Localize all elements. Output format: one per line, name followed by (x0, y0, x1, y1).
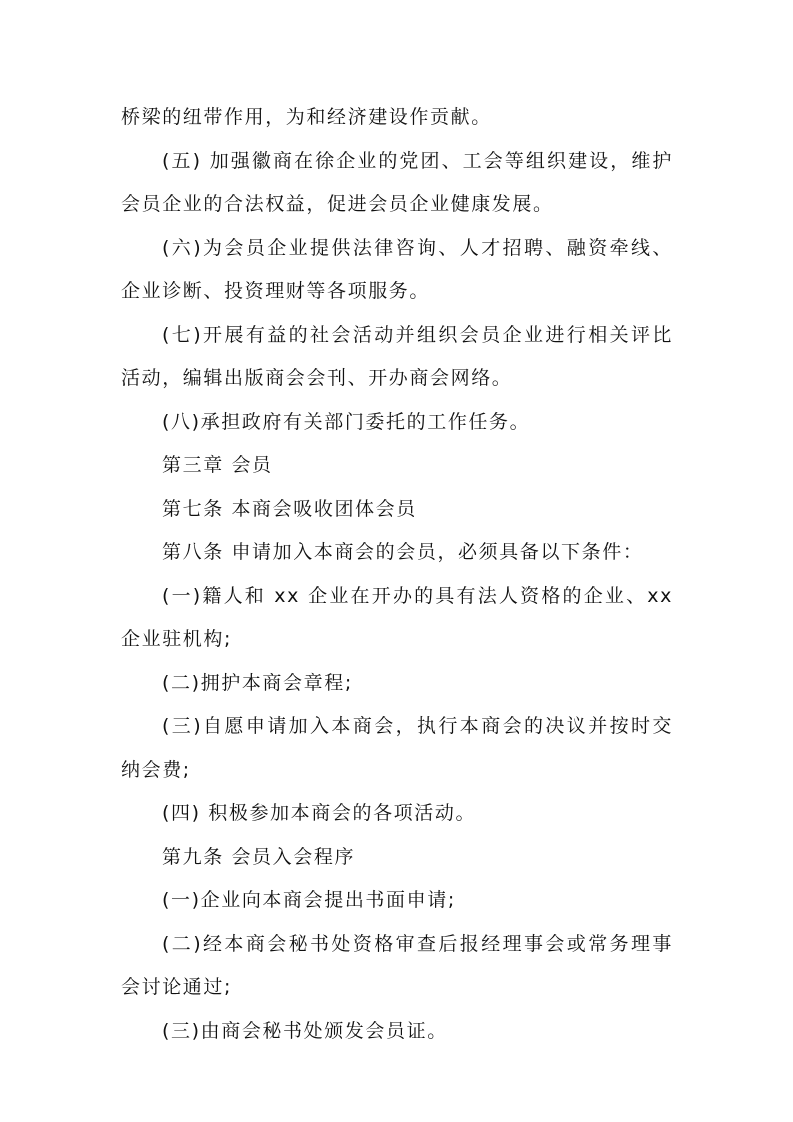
procedure-3: (三)由商会秘书处颁发会员证。 (162, 1019, 448, 1042)
paragraph-item-5: (五) 加强徽商在徐企业的党团、工会等组织建设，维护会员企业的合法权益，促进会员企业健康发展。 (121, 149, 673, 215)
paragraph-item-8: (八)承担政府有关部门委托的工作任务。 (162, 410, 531, 433)
article-8: 第八条 申请加入本商会的会员，必须具备以下条件： (162, 541, 644, 563)
procedure-1: (一)企业向本商会提出书面申请; (162, 889, 456, 911)
article-7: 第七条 本商会吸收团体会员 (162, 497, 417, 520)
procedure-2: (二)经本商会秘书处资格审查后报经理事会或常务理事会讨论通过; (121, 932, 673, 998)
paragraph-item-6: (六)为会员企业提供法律咨询、人才招聘、融资牵线、企业诊断、投资理财等各项服务。 (121, 236, 673, 302)
chapter-heading: 第三章 会员 (162, 454, 273, 476)
condition-4: (四) 积极参加本商会的各项活动。 (162, 802, 477, 824)
article-9: 第九条 会员入会程序 (162, 845, 356, 868)
paragraph-continuation: 桥梁的纽带作用，为和经济建设作贡献。 (121, 106, 492, 128)
document-body (121, 96, 673, 1053)
condition-2: (二)拥护本商会章程; (162, 671, 353, 694)
condition-1: (一)籍人和 xx 企业在开办的具有法人资格的企业、xx 企业驻机构; (121, 584, 673, 650)
paragraph-item-7: (七)开展有益的社会活动并组织会员企业进行相关评比活动，编辑出版商会会刊、开办商会网络。 (121, 323, 673, 389)
condition-3: (三)自愿申请加入本商会，执行本商会的决议并按时交纳会费; (121, 715, 673, 781)
